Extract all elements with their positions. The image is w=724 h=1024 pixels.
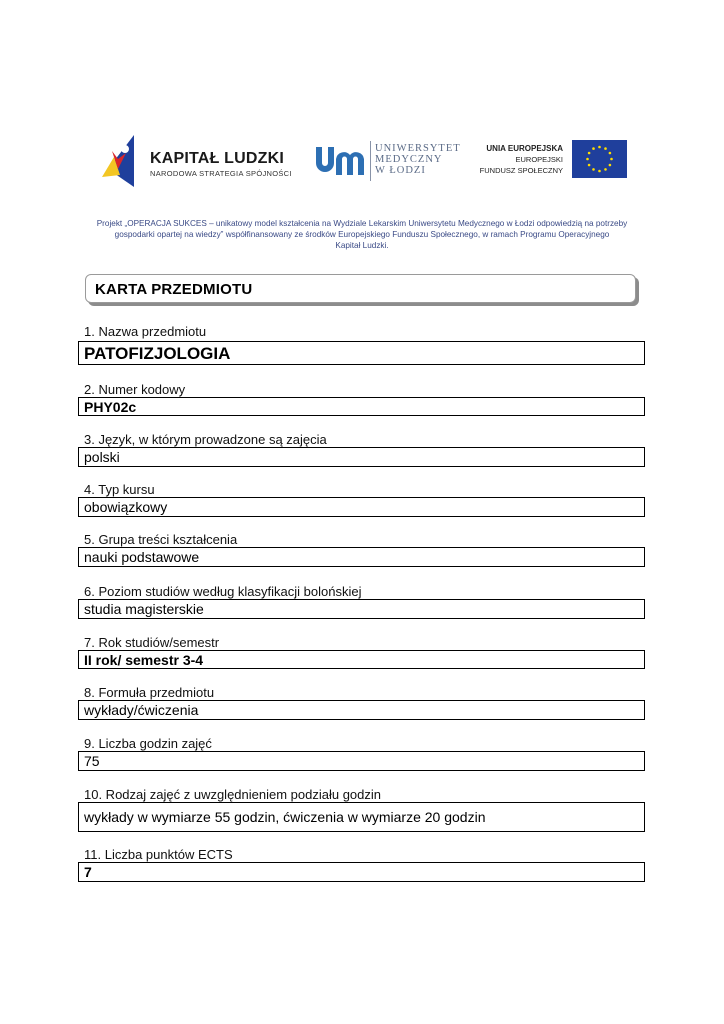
- university-line-3: W ŁODZI: [375, 165, 426, 176]
- field-box-code: [78, 397, 645, 416]
- field-box-formula: [78, 700, 645, 720]
- field-box-year-semester: [78, 650, 645, 669]
- eu-text: [480, 143, 563, 176]
- eu-line-3: FUNDUSZ SPOŁECZNY: [479, 166, 563, 175]
- card-title: KARTA PRZEDMIOTU: [95, 281, 253, 298]
- field-value-ects: 7: [84, 864, 92, 880]
- project-line-2: gospodarki opartej na wiedzy” współfinansowany ze środków Europejskiego Funduszu Społecznego, w ramach Programu Operacyjnego: [114, 230, 610, 239]
- project-line-3: Kapitał Ludzki.: [335, 241, 389, 250]
- university-line-2: MEDYCZNY: [375, 154, 443, 165]
- field-value-hours: 75: [84, 753, 100, 769]
- field-label-language: 3. Język, w którym prowadzone są zajęcia: [84, 432, 327, 447]
- um-divider: [370, 141, 371, 181]
- field-value-class-types: wykłady w wymiarze 55 godzin, ćwiczenia w wymiarze 20 godzin: [84, 809, 486, 825]
- field-label-year-semester: 7. Rok studiów/semestr: [84, 635, 220, 650]
- project-statement: [86, 218, 638, 251]
- um-monogram-icon: [314, 145, 368, 177]
- field-label-course-type: 4. Typ kursu: [84, 482, 155, 497]
- field-label-hours: 9. Liczba godzin zajęć: [84, 736, 212, 751]
- eu-logo: [480, 137, 630, 183]
- eu-line-1: UNIA EUROPEJSKA: [486, 144, 563, 153]
- field-value-study-level: studia magisterskie: [84, 601, 204, 617]
- field-box-study-level: [78, 599, 645, 619]
- field-value-course-type: obowiązkowy: [84, 499, 168, 515]
- kapital-ludzki-title: KAPITAŁ LUDZKI: [150, 150, 285, 167]
- kapital-ludzki-subtitle: NARODOWA STRATEGIA SPÓJNOŚCI: [150, 169, 292, 178]
- field-box-ects: [78, 862, 645, 882]
- logo-bar: [0, 125, 724, 195]
- field-value-language: polski: [84, 449, 120, 465]
- field-label-subject-name: 1. Nazwa przedmiotu: [84, 324, 207, 339]
- field-box-content-group: [78, 547, 645, 567]
- university-logo: [314, 135, 474, 185]
- field-box-course-type: [78, 497, 645, 517]
- field-label-class-types: 10. Rodzaj zajęć z uwzględnieniem podziału godzin: [84, 787, 382, 802]
- card-title-box: [85, 274, 636, 303]
- field-value-content-group: nauki podstawowe: [84, 549, 200, 565]
- field-label-content-group: 5. Grupa treści kształcenia: [84, 532, 238, 547]
- field-label-study-level: 6. Poziom studiów według klasyfikacji bolońskiej: [84, 584, 362, 599]
- field-value-formula: wykłady/ćwiczenia: [84, 702, 199, 718]
- field-label-code: 2. Numer kodowy: [84, 382, 186, 397]
- kapital-ludzki-logo: [98, 129, 298, 191]
- university-name: [375, 143, 461, 176]
- university-line-1: UNIWERSYTET: [375, 143, 461, 154]
- kapital-ludzki-emblem-icon: [98, 129, 148, 191]
- field-value-year-semester: II rok/ semestr 3-4: [84, 652, 204, 668]
- field-label-ects: 11. Liczba punktów ECTS: [84, 847, 233, 862]
- field-box-language: [78, 447, 645, 467]
- field-label-formula: 8. Formuła przedmiotu: [84, 685, 215, 700]
- eu-line-2: EUROPEJSKI: [515, 155, 563, 164]
- project-line-1: Projekt „OPERACJA SUKCES – unikatowy model kształcenia na Wydziale Lekarskim Uniwersytetu Medycznego w Łodzi odpowiedzią na potrzeby: [96, 219, 628, 228]
- field-box-class-types: [78, 802, 645, 832]
- eu-flag-icon: [572, 140, 627, 178]
- field-box-hours: [78, 751, 645, 771]
- field-value-code: PHY02c: [84, 399, 137, 415]
- field-value-subject-name: PATOFIZJOLOGIA: [84, 344, 231, 363]
- field-box-subject-name: [78, 341, 645, 365]
